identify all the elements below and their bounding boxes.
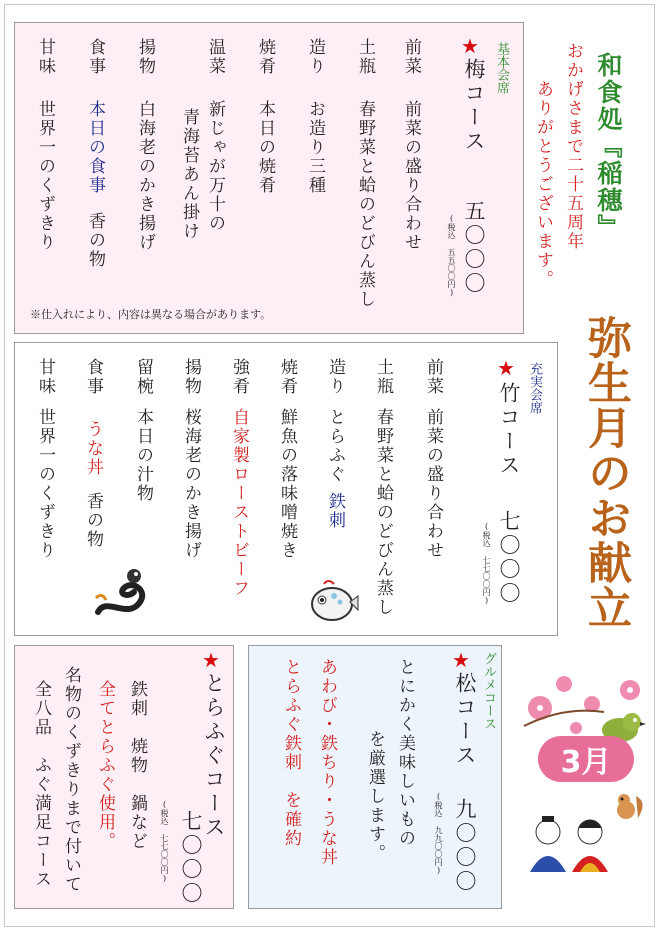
take-item-dish: 世界一のくずきり xyxy=(35,408,55,560)
ume-item-dish: 香の物 xyxy=(85,212,105,269)
matsu-line: とらふぐ鉄刺 を確約 xyxy=(281,658,301,848)
anniversary-text: おかげさまで二十五周年 xyxy=(563,42,583,251)
take-item-cat: 土瓶 xyxy=(373,358,393,396)
ume-course-tax: (税込 五五〇〇円) xyxy=(447,214,456,297)
take-item-dish: 鮮魚の落味噌焼き xyxy=(277,408,297,560)
take-item-dish: 桜海老のかき揚げ xyxy=(181,408,201,560)
pufferfish-illustration xyxy=(306,578,360,624)
ume-item-cat: 焼肴 xyxy=(255,38,275,76)
ume-item-dish: 前菜の盛り合わせ xyxy=(401,100,421,252)
take-item-dish: うな丼 xyxy=(83,420,103,477)
star-icon: ★ xyxy=(202,648,220,672)
take-item-cat: 焼肴 xyxy=(277,358,297,396)
ume-item-cat: 前菜 xyxy=(401,38,421,76)
take-item-dish: 鉄刺 xyxy=(325,492,345,530)
take-item-cat: 強肴 xyxy=(229,358,249,396)
ume-item-dish: 白海老のかき揚げ xyxy=(135,100,155,252)
shop-name: 和食処『稲穗』 xyxy=(594,52,623,241)
squirrel-illustration xyxy=(612,790,646,822)
take-course-price: 七〇〇〇 xyxy=(497,510,521,606)
torafugu-line: 鉄刺 焼物 鍋など xyxy=(127,680,147,851)
take-item-cat: 食事 xyxy=(83,358,103,396)
matsu-course-tag: グルメコース xyxy=(481,652,496,730)
ume-course-tag: 基本会席 xyxy=(494,42,509,94)
ume-item-dish: 青海苔あん掛け xyxy=(179,108,199,241)
star-icon: ★ xyxy=(461,34,479,58)
take-item-cat: 揚物 xyxy=(181,358,201,396)
take-item-cat: 造り xyxy=(325,358,345,396)
torafugu-line: 全八品 ふぐ満足コース xyxy=(31,680,51,889)
take-item-dish: 春野菜と蛤のどびん蒸し xyxy=(373,408,393,617)
take-item-dish: 香の物 xyxy=(83,492,103,549)
take-item-dish: 前菜の盛り合わせ xyxy=(423,408,443,560)
ume-item-cat: 食事 xyxy=(85,38,105,76)
ume-item-dish: 本日の食事 xyxy=(85,100,105,195)
thanks-text: ありがとうございます。 xyxy=(533,80,553,289)
ume-item-dish: 春野菜と蛤のどびん蒸し xyxy=(355,100,375,309)
take-course-tag: 充実会席 xyxy=(527,362,542,414)
star-icon: ★ xyxy=(497,356,515,380)
ume-item-dish: 新じゃが万十の xyxy=(205,100,225,233)
menu-title: 弥生月のお献立 xyxy=(580,315,631,630)
torafugu-line: 全てとらふぐ使用。 xyxy=(95,680,115,851)
torafugu-line: 名物のくずきりまで付いて xyxy=(61,666,81,894)
take-item-dish: とらふぐ xyxy=(325,408,345,484)
matsu-line: を厳選します。 xyxy=(365,730,385,863)
take-course-name: 竹コース xyxy=(497,382,521,478)
matsu-line: あわび・鉄ちり・うな丼 xyxy=(317,658,337,867)
torafugu-course-price: 七〇〇〇 xyxy=(179,810,203,906)
ume-item-dish: 本日の焼肴 xyxy=(255,100,275,195)
take-item-dish: 本日の汁物 xyxy=(133,408,153,503)
hina-dolls-illustration xyxy=(524,812,616,876)
ume-item-dish: お造り三種 xyxy=(305,100,325,195)
matsu-course-name: 松コース xyxy=(453,672,477,768)
ume-course-name: 梅コース xyxy=(462,58,486,154)
ume-course-price: 五〇〇〇 xyxy=(462,200,486,296)
star-icon: ★ xyxy=(452,648,470,672)
ume-item-dish: 世界一のくずきり xyxy=(35,100,55,252)
ume-item-cat: 造り xyxy=(305,38,325,76)
matsu-course-tax: (税込 九九〇〇円) xyxy=(434,792,443,875)
take-item-cat: 前菜 xyxy=(423,358,443,396)
ume-item-cat: 土瓶 xyxy=(355,38,375,76)
take-item-cat: 留椀 xyxy=(133,358,153,396)
ume-note: ※仕入れにより、内容は異なる場合があります。 xyxy=(30,308,272,321)
matsu-course-price: 九〇〇〇 xyxy=(453,798,477,894)
take-item-cat: 甘味 xyxy=(35,358,55,396)
ume-item-cat: 甘味 xyxy=(35,38,55,76)
dragon-illustration xyxy=(88,562,154,628)
ume-item-cat: 温菜 xyxy=(205,38,225,76)
take-course-tax: (税込 七七〇〇円) xyxy=(482,522,491,605)
month-badge xyxy=(538,736,634,782)
month-label: 3月 xyxy=(560,745,612,780)
ume-item-cat: 揚物 xyxy=(135,38,155,76)
torafugu-course-tax: (税込 七七〇〇円) xyxy=(160,800,169,883)
matsu-line: とにかく美味しいもの xyxy=(395,658,415,848)
torafugu-course-name: とらふぐコース xyxy=(202,672,226,840)
take-item-dish: 自家製ローストビーフ xyxy=(229,408,249,598)
